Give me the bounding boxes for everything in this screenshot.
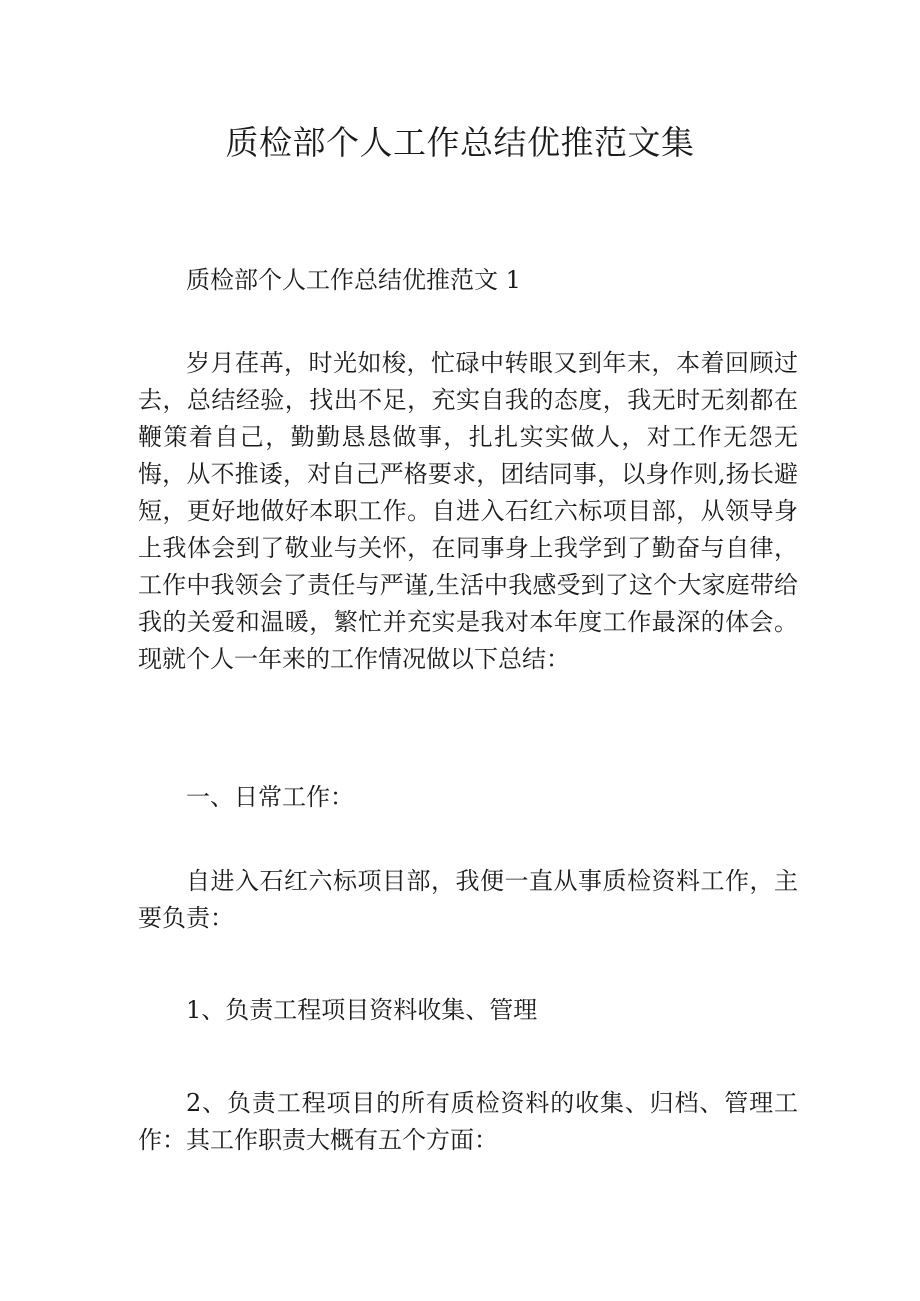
section-heading-daily-work: 一、日常工作： bbox=[186, 783, 354, 811]
document-title: 质检部个人工作总结优推范文集 bbox=[225, 123, 695, 162]
section-subtitle: 质检部个人工作总结优推范文 1 bbox=[186, 266, 521, 294]
intro-paragraph: 岁月荏苒，时光如梭，忙碌中转眼又到年末，本着回顾过去，总结经验，找出不足，充实自我的态度，我无时无刻都在鞭策着自己，勤勤恳恳做事，扎扎实实做人，对工作无怨无悔，从不推诿，对自己严格要求，团结同事，以身作则,扬长避短，更好地做好本职工作。自进入石红六标项目部，从领导身上我体会到了敬业与关怀，在同事身上我学到了勤奋与自律，工作中我领会了责任与严谨,生活中我感受到了这个大家庭带给我的关爱和温暖，繁忙并充实是我对本年度工作最深的体会。现就个人一年来的工作情况做以下总结： bbox=[138, 349, 798, 673]
list-item: 2、负责工程项目的所有质检资料的收集、归档、管理工作：其工作职责大概有五个方面： bbox=[138, 1089, 798, 1154]
responsibility-paragraph: 自进入石红六标项目部，我便一直从事质检资料工作，主要负责： bbox=[138, 867, 798, 932]
list-item: 1、负责工程项目资料收集、管理 bbox=[186, 996, 538, 1024]
